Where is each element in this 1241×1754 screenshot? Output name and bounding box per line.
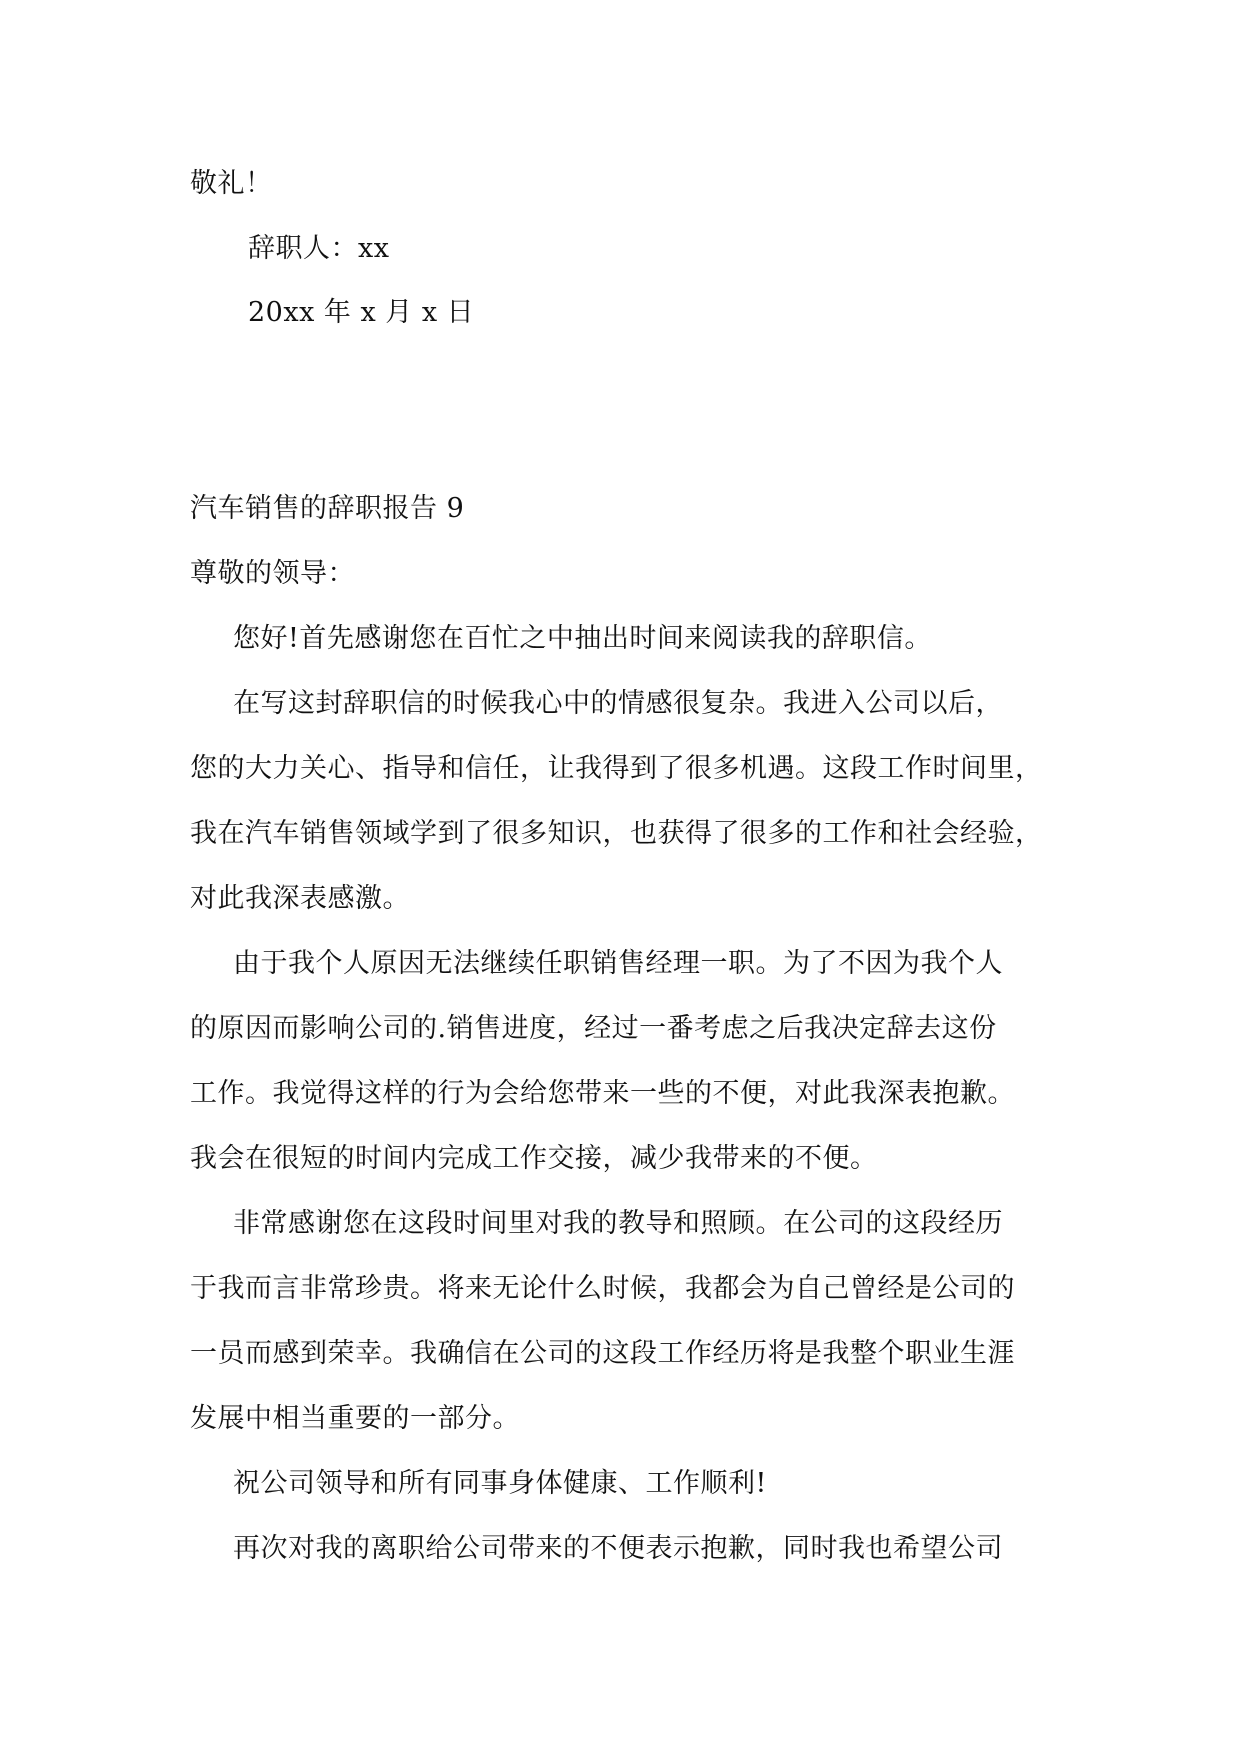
closing-salute: 敬礼！ — [190, 168, 273, 199]
greeting-line: 尊敬的领导： — [190, 558, 355, 589]
paragraph-line: 对此我深表感激。 — [190, 883, 410, 914]
paragraph-line: 非常感谢您在这段时间里对我的教导和照顾。在公司的这段经历 — [233, 1208, 1003, 1239]
paragraph-line: 于我而言非常珍贵。将来无论什么时候，我都会为自己曾经是公司的 — [190, 1273, 1015, 1304]
paragraph-line: 再次对我的离职给公司带来的不便表示抱歉，同时我也希望公司 — [233, 1533, 1003, 1564]
paragraph-line: 您的大力关心、指导和信任，让我得到了很多机遇。这段工作时间里， — [190, 753, 1043, 784]
section-title: 汽车销售的辞职报告 9 — [190, 493, 465, 524]
paragraph-line: 发展中相当重要的一部分。 — [190, 1403, 520, 1434]
paragraph-line: 祝公司领导和所有同事身体健康、工作顺利! — [233, 1468, 767, 1499]
paragraph-line: 在写这封辞职信的时候我心中的情感很复杂。我进入公司以后， — [233, 688, 1003, 719]
paragraph-line: 我会在很短的时间内完成工作交接，减少我带来的不便。 — [190, 1143, 878, 1174]
paragraph-line: 由于我个人原因无法继续任职销售经理一职。为了不因为我个人 — [233, 948, 1003, 979]
paragraph-line: 我在汽车销售领域学到了很多知识，也获得了很多的工作和社会经验， — [190, 818, 1043, 849]
paragraph-line: 您好!首先感谢您在百忙之中抽出时间来阅读我的辞职信。 — [233, 623, 932, 654]
date-line: 20xx 年 x 月 x 日 — [248, 297, 475, 328]
paragraph-line: 一员而感到荣幸。我确信在公司的这段工作经历将是我整个职业生涯 — [190, 1338, 1015, 1369]
paragraph-line: 的原因而影响公司的.销售进度，经过一番考虑之后我决定辞去这份 — [190, 1013, 997, 1044]
signer-line: 辞职人：xx — [248, 233, 390, 264]
paragraph-line: 工作。我觉得这样的行为会给您带来一些的不便，对此我深表抱歉。 — [190, 1078, 1015, 1109]
